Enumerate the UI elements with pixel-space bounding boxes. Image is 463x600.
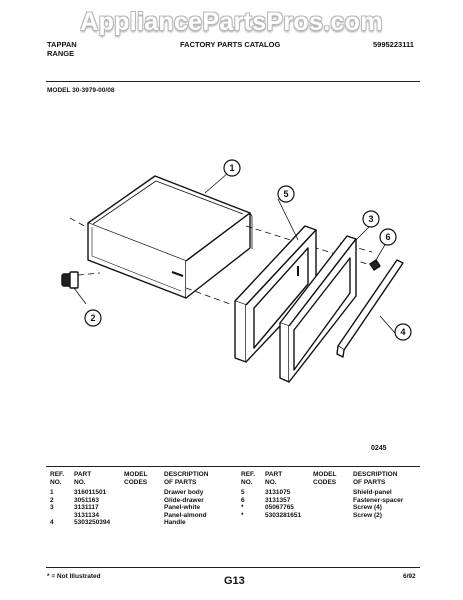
table-top-rule [46,466,420,467]
column-header-part: PART NO. [265,471,283,486]
table-header [241,471,425,489]
watermark: AppliancePartsPros.com [80,8,383,36]
parts-table-left [50,471,236,527]
parts-table-right [241,471,425,519]
table-row: 1 316011501 Drawer body [50,489,204,496]
revision-date: 6/92 [403,573,416,580]
table-row: 6 3131357 Fastener-spacer [241,496,404,504]
table-row: * 05067765 Screw (4) [241,504,382,511]
table-header [50,471,236,489]
column-header-ref: REF. NO. [241,471,256,486]
fastener-illustration [370,260,380,270]
column-header-model: MODEL CODES [124,471,148,486]
callout-3: 3 [368,214,374,224]
table-row: 3 3131117 Panel-white [50,504,201,511]
callout-4: 4 [400,327,406,337]
footnote: * = Not Illustrated [47,573,101,580]
page-number: G13 [224,575,245,587]
table-row: 4 5303250394 Handle [50,519,186,526]
table-row: 2 3051163 Glide-drawer [50,496,204,504]
table-row: * 5303281651 Screw (2) [241,511,382,519]
callout-2: 2 [90,313,96,323]
catalog-number: 5995223111 [373,40,414,49]
column-header-description: DESCRIPTION OF PARTS [353,471,398,486]
drawer-body-illustration [88,176,252,298]
catalog-title: FACTORY PARTS CATALOG [180,40,281,49]
column-header-part: PART NO. [74,471,92,486]
brand-line-2: RANGE [47,49,75,58]
column-header-description: DESCRIPTION OF PARTS [164,471,209,486]
table-row: 5 3131075 Shield-panel [241,489,392,496]
figure-code: 0245 [371,445,387,452]
callout-6: 6 [385,232,391,242]
header-rule [46,81,420,82]
column-header-model: MODEL CODES [313,471,337,486]
callout-5: 5 [283,189,289,199]
glide-illustration [62,272,86,304]
model-number: MODEL 30-3979-00/08 [47,87,115,94]
callout-1: 1 [229,163,235,173]
column-header-ref: REF. NO. [50,471,65,486]
brand-line-1: TAPPAN [47,40,77,49]
footer-rule [46,567,420,568]
table-row: 3131134 Panel-almond [74,511,207,519]
exploded-drawer-diagram [40,148,440,408]
